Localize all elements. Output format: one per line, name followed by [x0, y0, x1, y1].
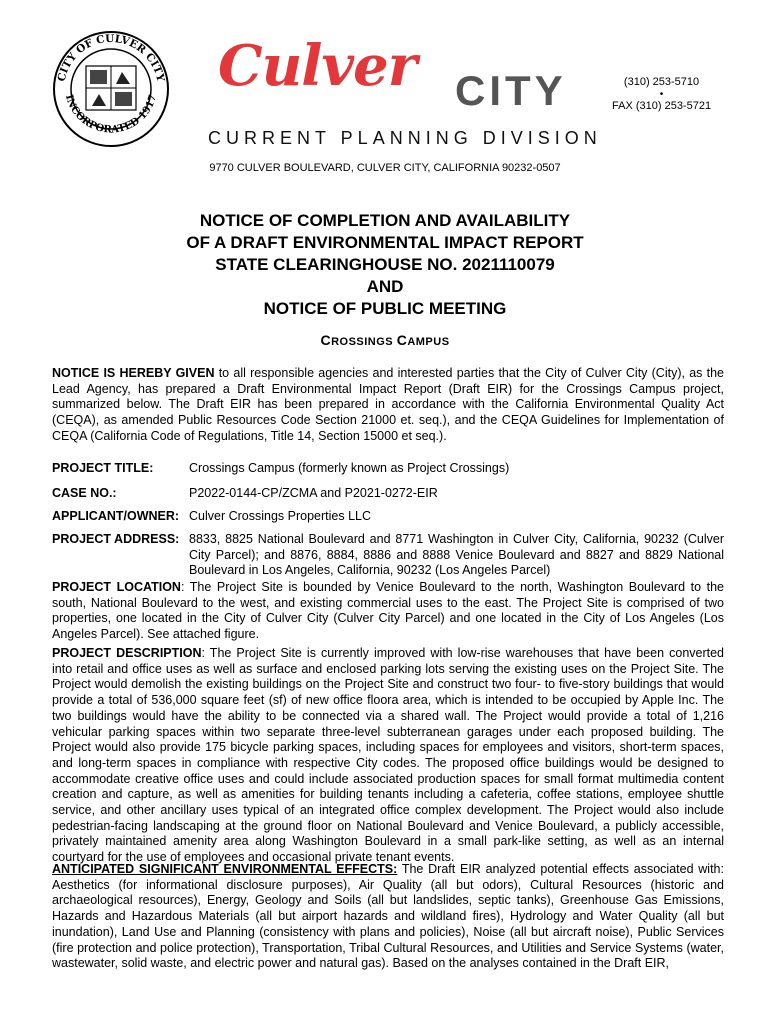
subtitle-word-1: ROSSINGS: [331, 336, 397, 348]
case-number-value: P2022-0144-CP/ZCMA and P2021-0272-EIR: [189, 486, 438, 500]
division-name: CURRENT PLANNING DIVISION: [208, 128, 602, 148]
notice-title: [0, 210, 770, 320]
subtitle-initial-1: C: [320, 332, 332, 348]
description-lead: PROJECT DESCRIPTION: [52, 646, 202, 660]
title-line-5: NOTICE OF PUBLIC MEETING: [263, 299, 507, 318]
case-number-label: CASE NO.:: [52, 486, 117, 500]
title-line-3: STATE CLEARINGHOUSE NO. 2021110079: [215, 255, 555, 274]
phone-number: (310) 253-5710: [623, 76, 700, 88]
project-address-value: 8833, 8825 National Boulevard and 8771 Washington in Culver City, California, 90232 (Culver City Parcel); and 8876, 8884, 8886 and 8888 Venice Boulevard and 8827 and 8829 National Boulevard in Los Angeles, California, 90232 (Los Angeles Parcel): [189, 532, 724, 577]
subtitle-initial-2: C: [396, 332, 408, 348]
description-text: : The Project Site is currently improved with low-rise warehouses that have been converted into retail and office uses as well as surface and enclosed parking lots serving the existing uses on the Project Site. The Project would demolish the existing buildings on the Project Site and construct two four- to five-story buildings that would provide a total of 536,000 square feet (sf) of new office floora area, which is intended to be occupied by Apple Inc. The two buildings would have the ability to be connected via a shared wall. The Project would provide a total of 1,216 vehicular parking spaces within two separate three-level subterranean garages under each proposed building. The Project would also provide 175 bicycle parking spaces, including spaces for employees and visitors, short-term spaces, and long-term spaces in compliance with respective City codes. The proposed office buildings would be designed to accommodate creative office uses and could include associated production spaces for small format multimedia content creation and capture, as well as amenities for building tenants including a cafeteria, coffee stations, employee shuttle service, and other ancillary uses typical of an integrated office complex development. The Project would also include pedestrian-facing landscaping at the ground floor on National Boulevard and Venice Boulevard, a publicly accessible, privately maintained amenity area along Washington Boulevard in a small park-like setting, as well as an internal courtyard for the use of employees and occasional private tenant events.: [52, 646, 725, 865]
project-subtitle: [0, 332, 770, 348]
project-description-paragraph: [52, 646, 724, 866]
environmental-effects-paragraph: [52, 862, 724, 972]
notice-lead: NOTICE IS HEREBY GIVEN: [52, 366, 215, 380]
fax-number: FAX (310) 253-5721: [612, 100, 712, 112]
title-line-1: NOTICE OF COMPLETION AND AVAILABILITY: [199, 211, 571, 230]
title-line-2: OF A DRAFT ENVIRONMENTAL IMPACT REPORT: [186, 233, 584, 252]
project-title-label: PROJECT TITLE:: [52, 461, 154, 475]
office-address: 9770 CULVER BOULEVARD, CULVER CITY, CALIFORNIA 90232-0507: [209, 162, 561, 174]
title-line-4: AND: [366, 277, 404, 296]
effects-lead: ANTICIPATED SIGNIFICANT ENVIRONMENTAL EFFECTS:: [52, 862, 398, 876]
applicant-value: Culver Crossings Properties LLC: [189, 509, 372, 523]
applicant-label: APPLICANT/OWNER:: [52, 509, 180, 523]
contact-info: [612, 75, 711, 114]
project-location-paragraph: [52, 580, 724, 643]
contact-separator: •: [659, 89, 664, 100]
project-address-label: PROJECT ADDRESS:: [52, 532, 180, 546]
notice-paragraph: [52, 366, 724, 445]
city-seal-logo: [52, 30, 170, 148]
location-lead: PROJECT LOCATION: [52, 580, 181, 594]
project-title-value: Crossings Campus (formerly known as Project Crossings): [189, 461, 510, 475]
seal-text-bottom: INCORPORATED 1917: [62, 93, 160, 136]
city-logo-text: CITY: [455, 67, 567, 114]
culver-logo-script: Culver: [218, 33, 417, 99]
subtitle-word-2: AMPUS: [407, 336, 450, 348]
notice-text: to all responsible agencies and interested parties that the City of Culver City (City), as the Lead Agency, has prepared a Draft Environmental Impact Report (Draft EIR) for the Crossings Campus project, summarized below. The Draft EIR has been prepared in accordance with the California Environmental Quality Act (CEQA), as amended Public Resources Code Section 21000 et. seq.), and the CEQA Guidelines for Implementation of CEQA (California Code of Regulations, Title 14, Section 15000 et seq.).: [52, 366, 724, 443]
effects-text: The Draft EIR analyzed potential effects associated with: Aesthetics (for informational disclosure purposes), Air Quality (all but odors), Cultural Resources (historic and archaeological resources), Energy, Geology and Soils (all but landslides, septic tanks), Greenhouse Gas Emissions, Hazards and Hazardous Materials (all but airport hazards and wildland fires), Hydrology and Water Quality (all but inundation), Land Use and Planning (consistency with plans and policies), Noise (all but aircraft noise), Public Services (fire protection and police protection), Transportation, Tribal Cultural Resources, and Utilities and Service Systems (water, wastewater, solid waste, and electric power and natural gas). Based on the analyses contained in the Draft EIR,: [52, 862, 724, 971]
location-text: : The Project Site is bounded by Venice Boulevard to the north, Washington Boulevard to the south, National Boulevard to the west, and existing commercial uses to the east. The Project Site is comprised of two properties, one located in the City of Culver City (Culver City Parcel) and one located in the City of Los Angeles (Los Angeles Parcel). See attached figure.: [52, 580, 724, 642]
seal-text-top: CITY OF CULVER CITY: [55, 32, 167, 83]
